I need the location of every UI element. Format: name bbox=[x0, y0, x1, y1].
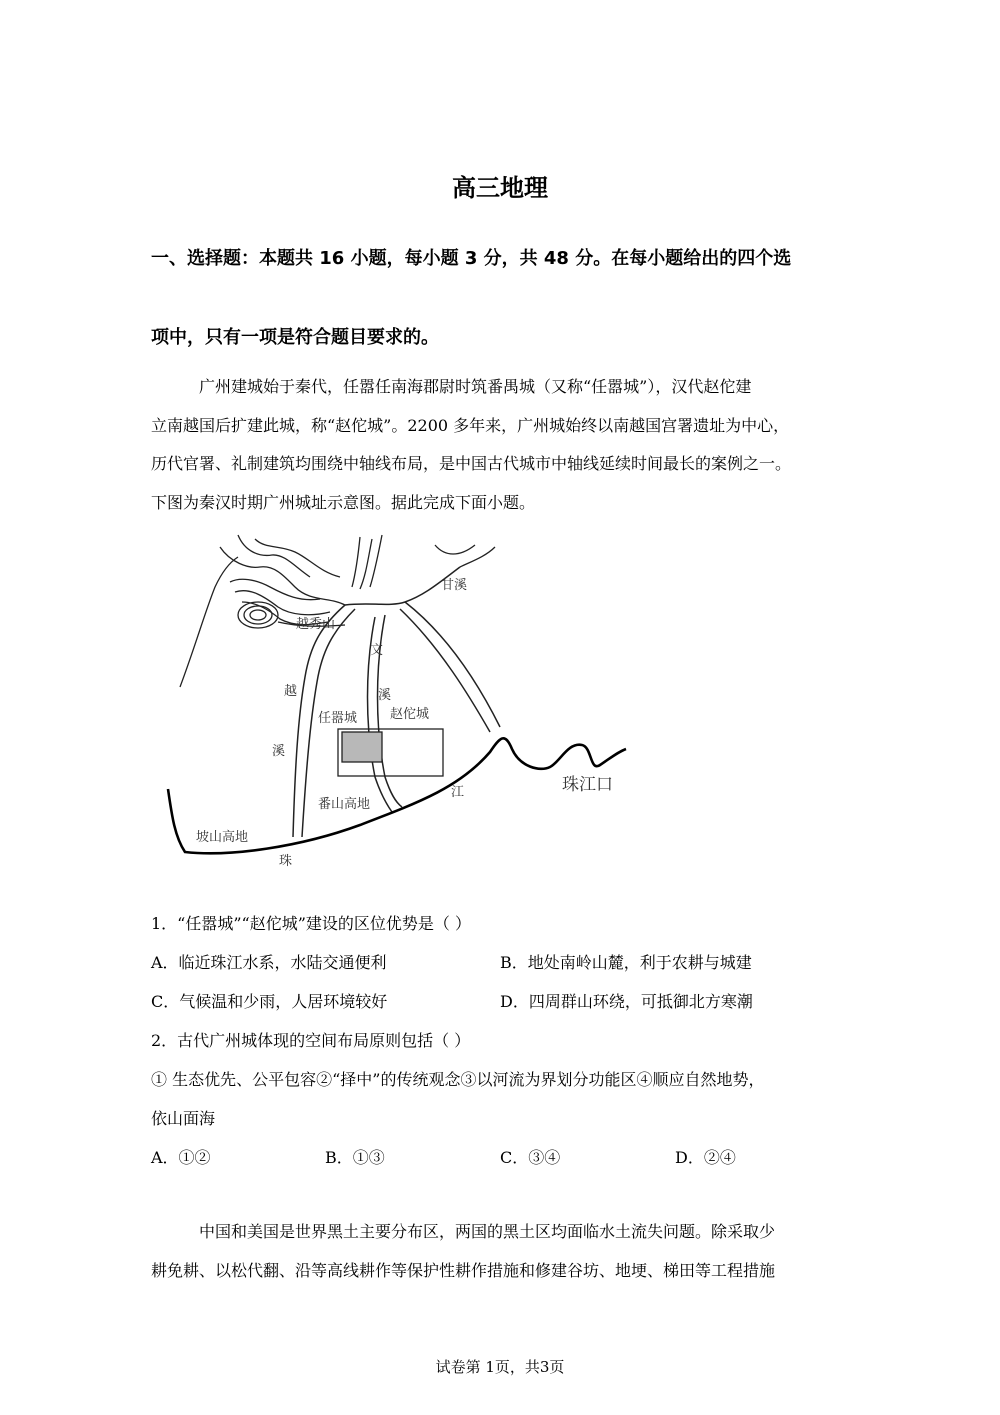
map-label-renxiaocheng: 任嚣城 bbox=[318, 711, 358, 726]
page-footer: 试卷第 1页，共3页 bbox=[435, 1358, 565, 1376]
map-label-xi-yue: 溪 bbox=[272, 744, 286, 759]
guangzhou-city-map bbox=[160, 527, 630, 872]
passage-2-line: 中国和美国是世界黑土主要分布区，两国的黑土区均面临水土流失问题。除采取少 bbox=[199, 1222, 776, 1241]
question-2-items-line-1: ① 生态优先、公平包容②“择中”的传统观念③以河流为界划分功能区④顺应自然地势， bbox=[151, 1070, 765, 1089]
renxiao-city-block bbox=[342, 732, 382, 762]
map-label-yuexiushan: 越秀山 bbox=[296, 617, 336, 632]
question-2-option-c[interactable]: C．③④ bbox=[500, 1148, 561, 1167]
map-label-zhujiangkou: 珠江口 bbox=[562, 775, 613, 795]
passage-1-line: 立南越国后扩建此城，称“赵佗城”。2200 多年来，广州城始终以南越国宫署遗址为中心， bbox=[151, 415, 790, 435]
passage-1-line: 下图为秦汉时期广州城址示意图。据此完成下面小题。 bbox=[151, 492, 536, 512]
map-label-zhu: 珠 bbox=[279, 854, 293, 869]
question-1-stem: 1．“任嚣城”“赵佗城”建设的区位优势是（ ） bbox=[151, 914, 471, 933]
question-2-option-d[interactable]: D．②④ bbox=[675, 1148, 736, 1167]
passage-1-line: 广州建城始于秦代，任嚣任南海郡尉时筑番禺城（又称“任嚣城”），汉代赵佗建 bbox=[199, 377, 752, 396]
map-label-zhaotuocheng: 赵佗城 bbox=[390, 707, 430, 722]
question-1-option-a[interactable]: A．临近珠江水系，水陆交通便利 bbox=[151, 953, 387, 972]
question-1-option-d[interactable]: D．四周群山环绕，可抵御北方寒潮 bbox=[500, 992, 753, 1011]
question-1-option-c[interactable]: C．气候温和少雨，人居环境较好 bbox=[151, 992, 388, 1011]
question-2-option-a[interactable]: A．①② bbox=[151, 1148, 211, 1167]
map-label-yue: 越 bbox=[284, 684, 298, 699]
question-1-option-b[interactable]: B．地处南岭山麓，利于农耕与城建 bbox=[500, 953, 752, 972]
question-2-stem: 2．古代广州城体现的空间布局原则包括（ ） bbox=[151, 1031, 471, 1050]
map-label-poshan: 坡山高地 bbox=[196, 830, 249, 845]
section-heading-line-2: 项中，只有一项是符合题目要求的。 bbox=[151, 327, 439, 348]
section-heading-line-1: 一、选择题：本题共 16 小题，每小题 3 分，共 48 分。在每小题给出的四个选 bbox=[151, 248, 792, 269]
page-title: 高三地理 bbox=[452, 174, 548, 202]
question-2-items-line-2: 依山面海 bbox=[151, 1109, 216, 1128]
passage-1-line: 历代官署、礼制建筑均围绕中轴线布局，是中国古代城市中轴线延续时间最长的案例之一。 bbox=[151, 454, 792, 473]
passage-1 bbox=[151, 368, 861, 522]
question-2-option-b[interactable]: B．①③ bbox=[325, 1148, 385, 1167]
map-label-ganxi: 甘溪 bbox=[441, 578, 468, 593]
map-label-panshan: 番山高地 bbox=[318, 797, 371, 812]
map-label-wen: 文 bbox=[370, 643, 384, 658]
map-label-xi-wen: 溪 bbox=[378, 688, 392, 703]
map-label-jiang: 江 bbox=[451, 785, 465, 800]
passage-2-line: 耕免耕、以松代翻、沿等高线耕作等保护性耕作措施和修建谷坊、地埂、梯田等工程措施 bbox=[151, 1260, 776, 1280]
passage-2 bbox=[151, 1213, 861, 1290]
